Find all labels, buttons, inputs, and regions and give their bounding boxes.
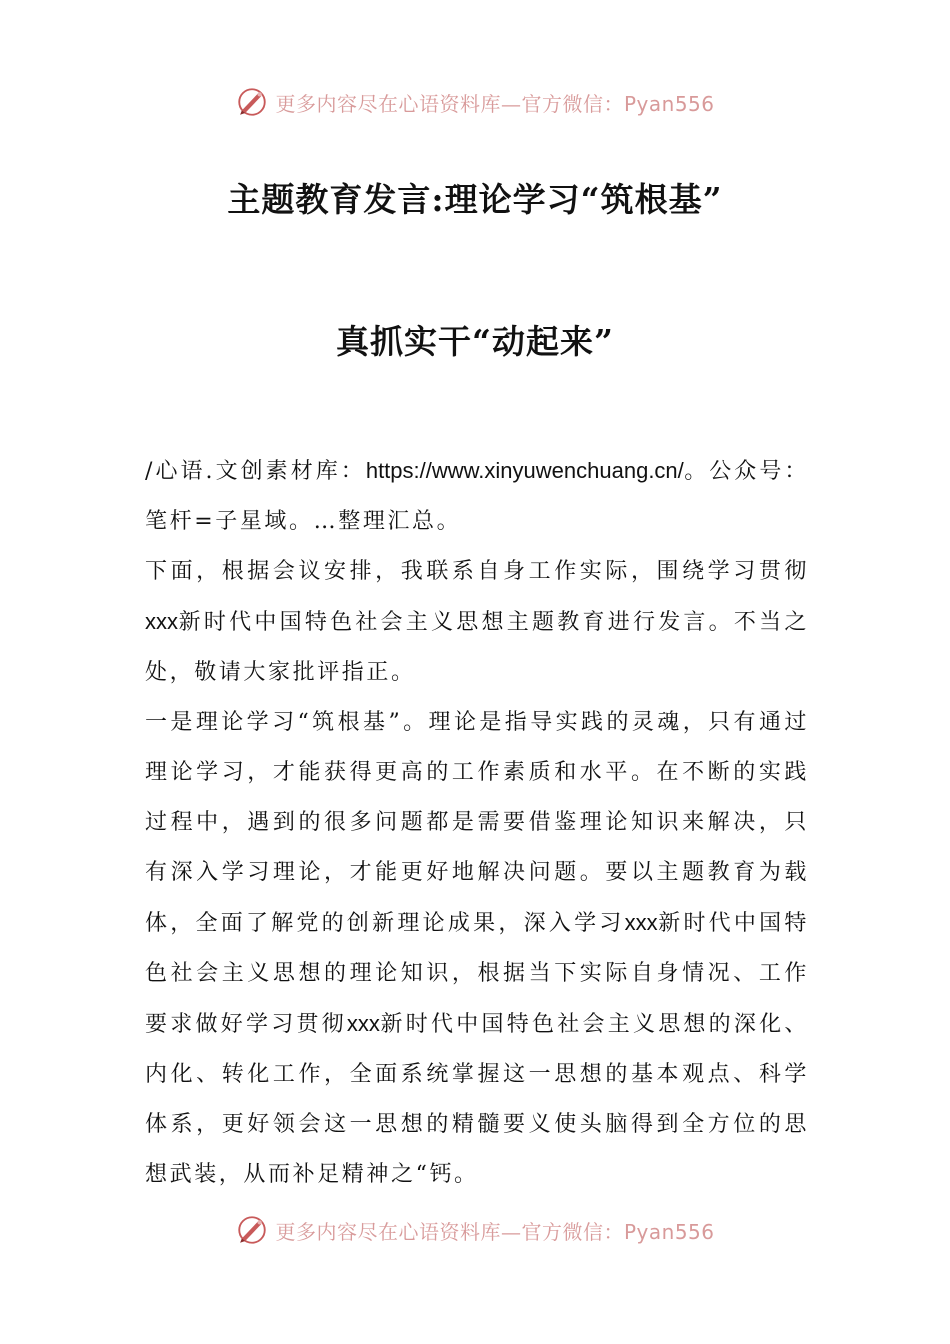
header-banner-content [235,85,714,119]
footer-banner-text: 更多内容尽在心语资料库—官方微信：Pyan556 [275,1219,715,1244]
placeholder-text: xxx [346,1011,380,1036]
placeholder-text: xxx [624,910,658,935]
paragraph-intro: 下面，根据会议安排，我联系自身工作实际，围绕学习贯彻xxx新时代中国特色社会主义思想主题教育进行发言。不当之处，敬请大家批评指正。 [145,559,809,685]
header-banner-id: Pyan556 [623,91,715,116]
footer-banner-content [235,1213,714,1247]
source-suffix: 。公众号：笔杆=子星域。…整理汇总。 [145,459,809,534]
header-banner [0,82,950,122]
document-body [145,446,809,1200]
footer-banner [0,1210,950,1250]
source-url: https://www.xinyuwenchuang.cn/ [365,458,684,483]
header-banner-text: 更多内容尽在心语资料库—官方微信：Pyan556 [275,91,715,116]
title-line-2: 真抓实干“动起来” [336,322,614,361]
pen-logo-icon [235,85,269,119]
source-paragraph [145,446,809,547]
title-line-1: 主题教育发言:理论学习“筑根基” [227,180,723,219]
placeholder-text: xxx [145,609,178,634]
footer-banner-id: Pyan556 [623,1219,715,1244]
source-prefix: /心语.文创素材库： [145,459,366,484]
paragraph-point-one: 一是理论学习“筑根基”。理论是指导实践的灵魂，只有通过理论学习，才能获得更高的工作素质和水平。在不断的实践过程中，遇到的很多问题都是需要借鉴理论知识来解决，只有深入学习理论，才能更好地解决问题。要以主题教育为载体，全面了解党的创新理论成果，深入学习xxx新时代中国特色社会主义思想的理论知识，根据当下实际自身情况、工作要求做好学习贯彻xxx新时代中国特色社会主义思想的深化、内化、转化工作，全面系统掌握这一思想的基本观点、科学体系，更好领会这一思想的精髓要义使头脑得到全方位的思想武装，从而补足精神之“钙。 [145,710,809,1187]
pen-logo-icon [235,1213,269,1247]
